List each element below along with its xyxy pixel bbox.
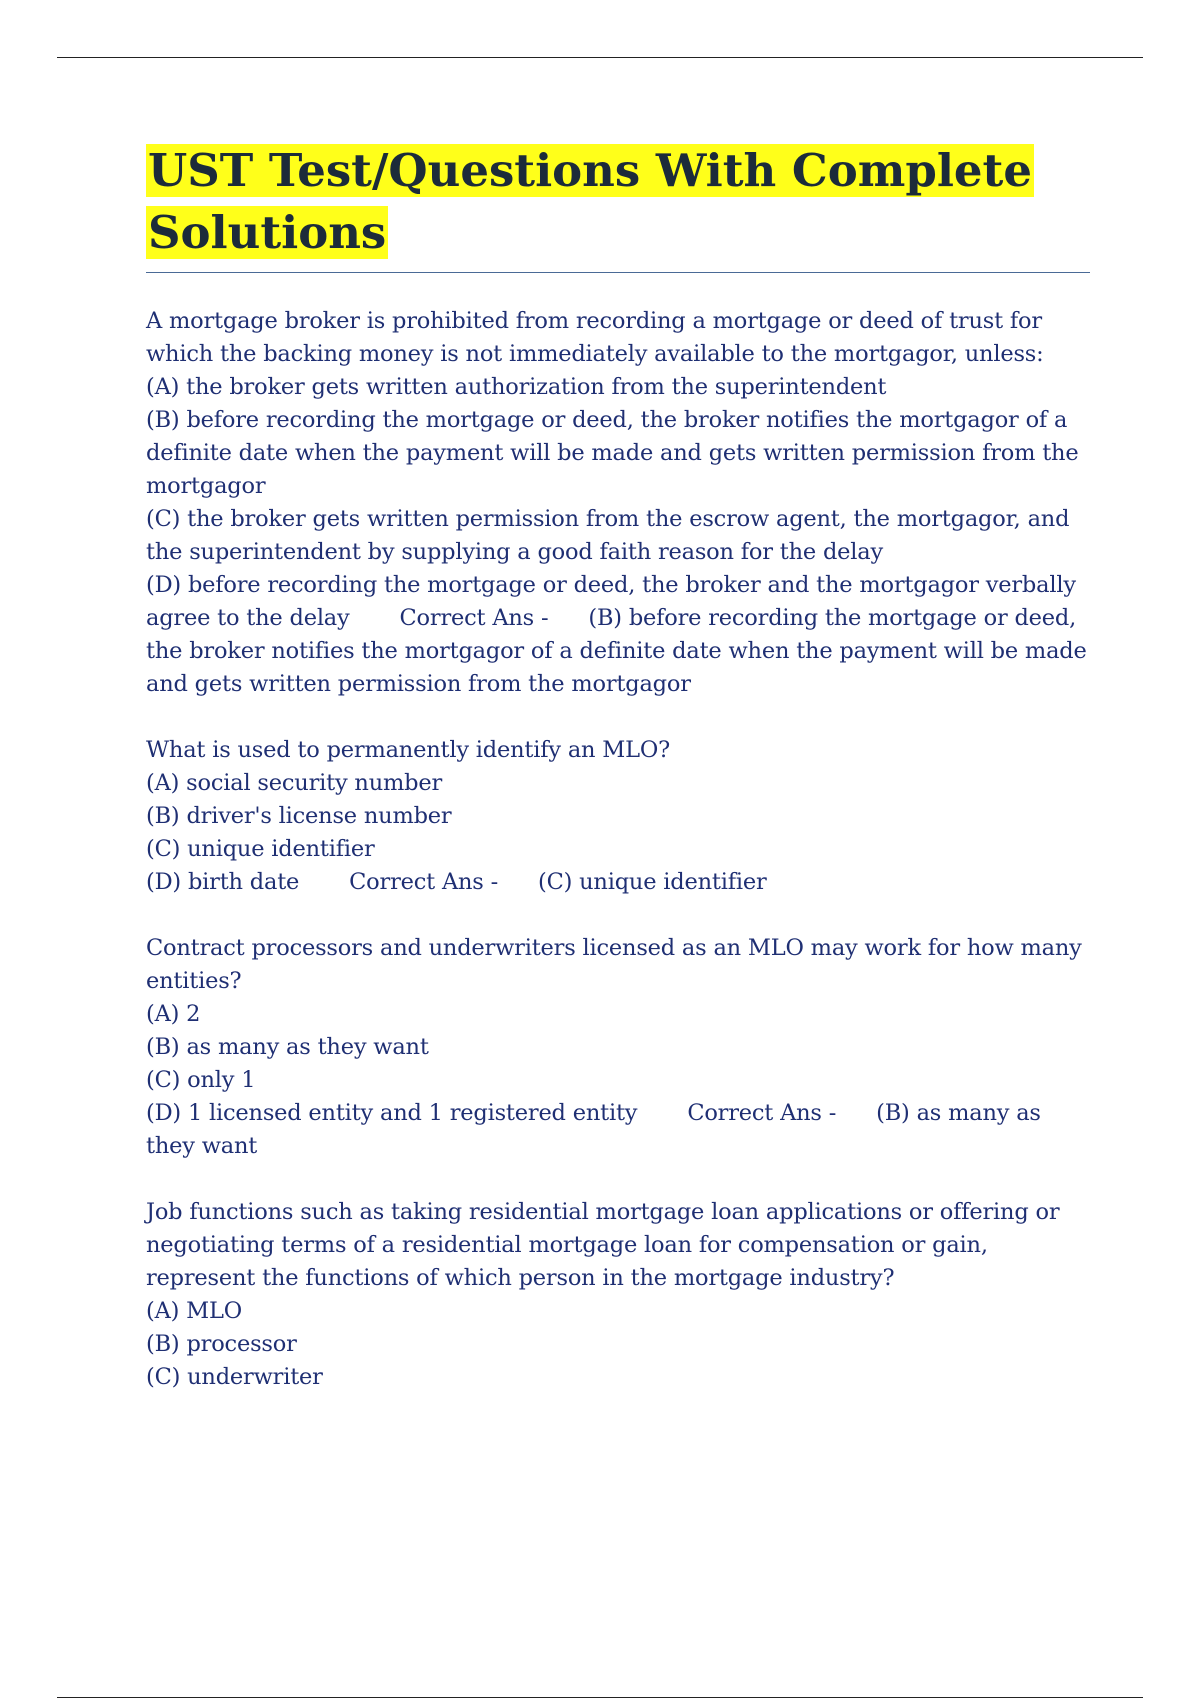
question-list [146, 305, 1090, 1394]
question-stem: A mortgage broker is prohibited from recording a mortgage or deed of trust for which the backing money is not immediately available to the mortgagor, unless: [146, 308, 1044, 367]
question-3 [146, 932, 1090, 1163]
question-stem: Job functions such as taking residential mortgage loan applications or offering or negotiating terms of a residential mortgage loan for compensation or gain, represent the functions of which person in the mortgage industry? [146, 1199, 1060, 1291]
question-1 [146, 305, 1090, 701]
answer-label: Correct Ans - [399, 605, 549, 631]
answer-label: Correct Ans - [349, 869, 498, 895]
document-body [146, 140, 1090, 1427]
document-title [146, 140, 1090, 264]
correct-answer: (B) as many as they want [146, 1100, 1041, 1159]
option-b: (B) processor [146, 1331, 297, 1357]
option-d: (D) birth date [146, 869, 300, 895]
correct-answer: (C) unique identifier [538, 869, 767, 895]
option-a: (A) social security number [146, 770, 443, 796]
option-c: (C) only 1 [146, 1067, 256, 1093]
page-bottom-rule [57, 1697, 1143, 1698]
page-top-rule [57, 57, 1143, 58]
question-2 [146, 734, 1090, 899]
option-c: (C) the broker gets written permission from the escrow agent, the mortgagor, and the superintendent by supplying a good faith reason for the delay [146, 506, 1070, 565]
option-d: (D) before recording the mortgage or deed, the broker and the mortgagor verbally agree to the delay [146, 572, 1076, 631]
question-4 [146, 1196, 1090, 1394]
option-d-with-answer [146, 569, 1090, 701]
option-b: (B) as many as they want [146, 1034, 429, 1060]
option-a: (A) the broker gets written authorization from the superintendent [146, 374, 887, 400]
option-d: (D) 1 licensed entity and 1 registered entity [146, 1100, 638, 1126]
option-a: (A) 2 [146, 1001, 201, 1027]
option-a: (A) MLO [146, 1298, 242, 1324]
title-highlight: UST Test/Questions With Complete Solutions [148, 144, 1032, 259]
question-stem: What is used to permanently identify an MLO? [146, 737, 670, 763]
question-stem: Contract processors and underwriters licensed as an MLO may work for how many entities? [146, 935, 1082, 994]
option-c: (C) underwriter [146, 1364, 323, 1390]
title-underline [146, 272, 1090, 273]
answer-label: Correct Ans - [687, 1100, 837, 1126]
option-b: (B) driver's license number [146, 803, 452, 829]
option-d-with-answer [146, 866, 1090, 899]
correct-answer: (B) before recording the mortgage or deed, the broker notifies the mortgagor of a definite date when the payment will be made and gets written permission from the mortgagor [146, 605, 1087, 697]
option-d-with-answer [146, 1097, 1090, 1163]
option-b: (B) before recording the mortgage or deed, the broker notifies the mortgagor of a definite date when the payment will be made and gets written permission from the mortgagor [146, 407, 1079, 499]
option-c: (C) unique identifier [146, 836, 375, 862]
